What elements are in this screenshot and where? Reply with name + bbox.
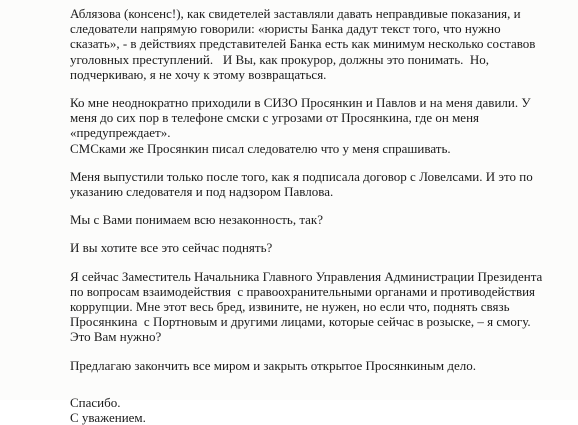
text-line: по вопросам взаимодействия с правоохранительными органами и противодействия <box>70 283 536 299</box>
text-line: коррупции. Мне этот весь бред, извините, не нужен, но если что, поднять связь <box>70 299 510 315</box>
text-line: СМСками же Просянкин писал следователю что у меня спрашивать. <box>70 140 451 156</box>
text-line: сказать», - в действиях представителей Банка есть как минимум несколько составов <box>70 36 536 52</box>
text-line: Мы с Вами понимаем всю незаконность, так? <box>70 212 324 228</box>
text-line: подчеркиваю, я не хочу к этому возвращаться. <box>70 66 327 82</box>
text-line: Предлагаю закончить все миром и закрыть открытое Просянкиным дело. <box>70 357 476 373</box>
paragraph-release <box>70 169 570 199</box>
text-line: меня до сих пор в телефоне смски с угрозами от Просянкина, где он меня <box>70 110 480 126</box>
text-line: И вы хотите все это сейчас поднять? <box>70 240 273 256</box>
text-line: «предупреждает». <box>70 125 171 141</box>
text-line: Ко мне неоднократно приходили в СИЗО Просянкин и Павлов и на меня давили. У <box>70 95 531 111</box>
text-line: Это Вам нужно? <box>70 329 162 345</box>
text-line: Просянкина с Портновым и другими лицами, которые сейчас в розыске, – я смогу. <box>70 314 531 330</box>
text-line: Я сейчас Заместитель Начальника Главного Управления Администрации Президента <box>70 268 543 284</box>
letter-body <box>70 6 570 425</box>
text-line: указанию следователя и под надзором Павлова. <box>70 184 334 200</box>
closing-regards: С уважением. <box>70 410 146 425</box>
text-line: Аблязова (консенс!), как свидетелей заставляли давать неправдивые показания, и <box>70 6 521 21</box>
text-line: Меня выпустили только после того, как я подписала договор с Ловелсами. И это по <box>70 168 533 184</box>
paragraph-proposal <box>70 358 570 373</box>
text-line: уголовных преступлений. И Вы, как прокурор, должны это понимать. Но, <box>70 51 490 67</box>
paragraph-question-raise <box>70 240 570 255</box>
paragraph-question-illegality <box>70 212 570 227</box>
closing-thanks: Спасибо. <box>70 394 121 410</box>
paragraph-witness-pressure <box>70 6 570 82</box>
paragraph-sizo-visits <box>70 95 570 156</box>
text-line: следователи напрямую говорили: «юристы Банка дадут текст того, что нужно <box>70 21 501 37</box>
paragraph-position <box>70 269 570 345</box>
letter-closing <box>70 395 570 425</box>
